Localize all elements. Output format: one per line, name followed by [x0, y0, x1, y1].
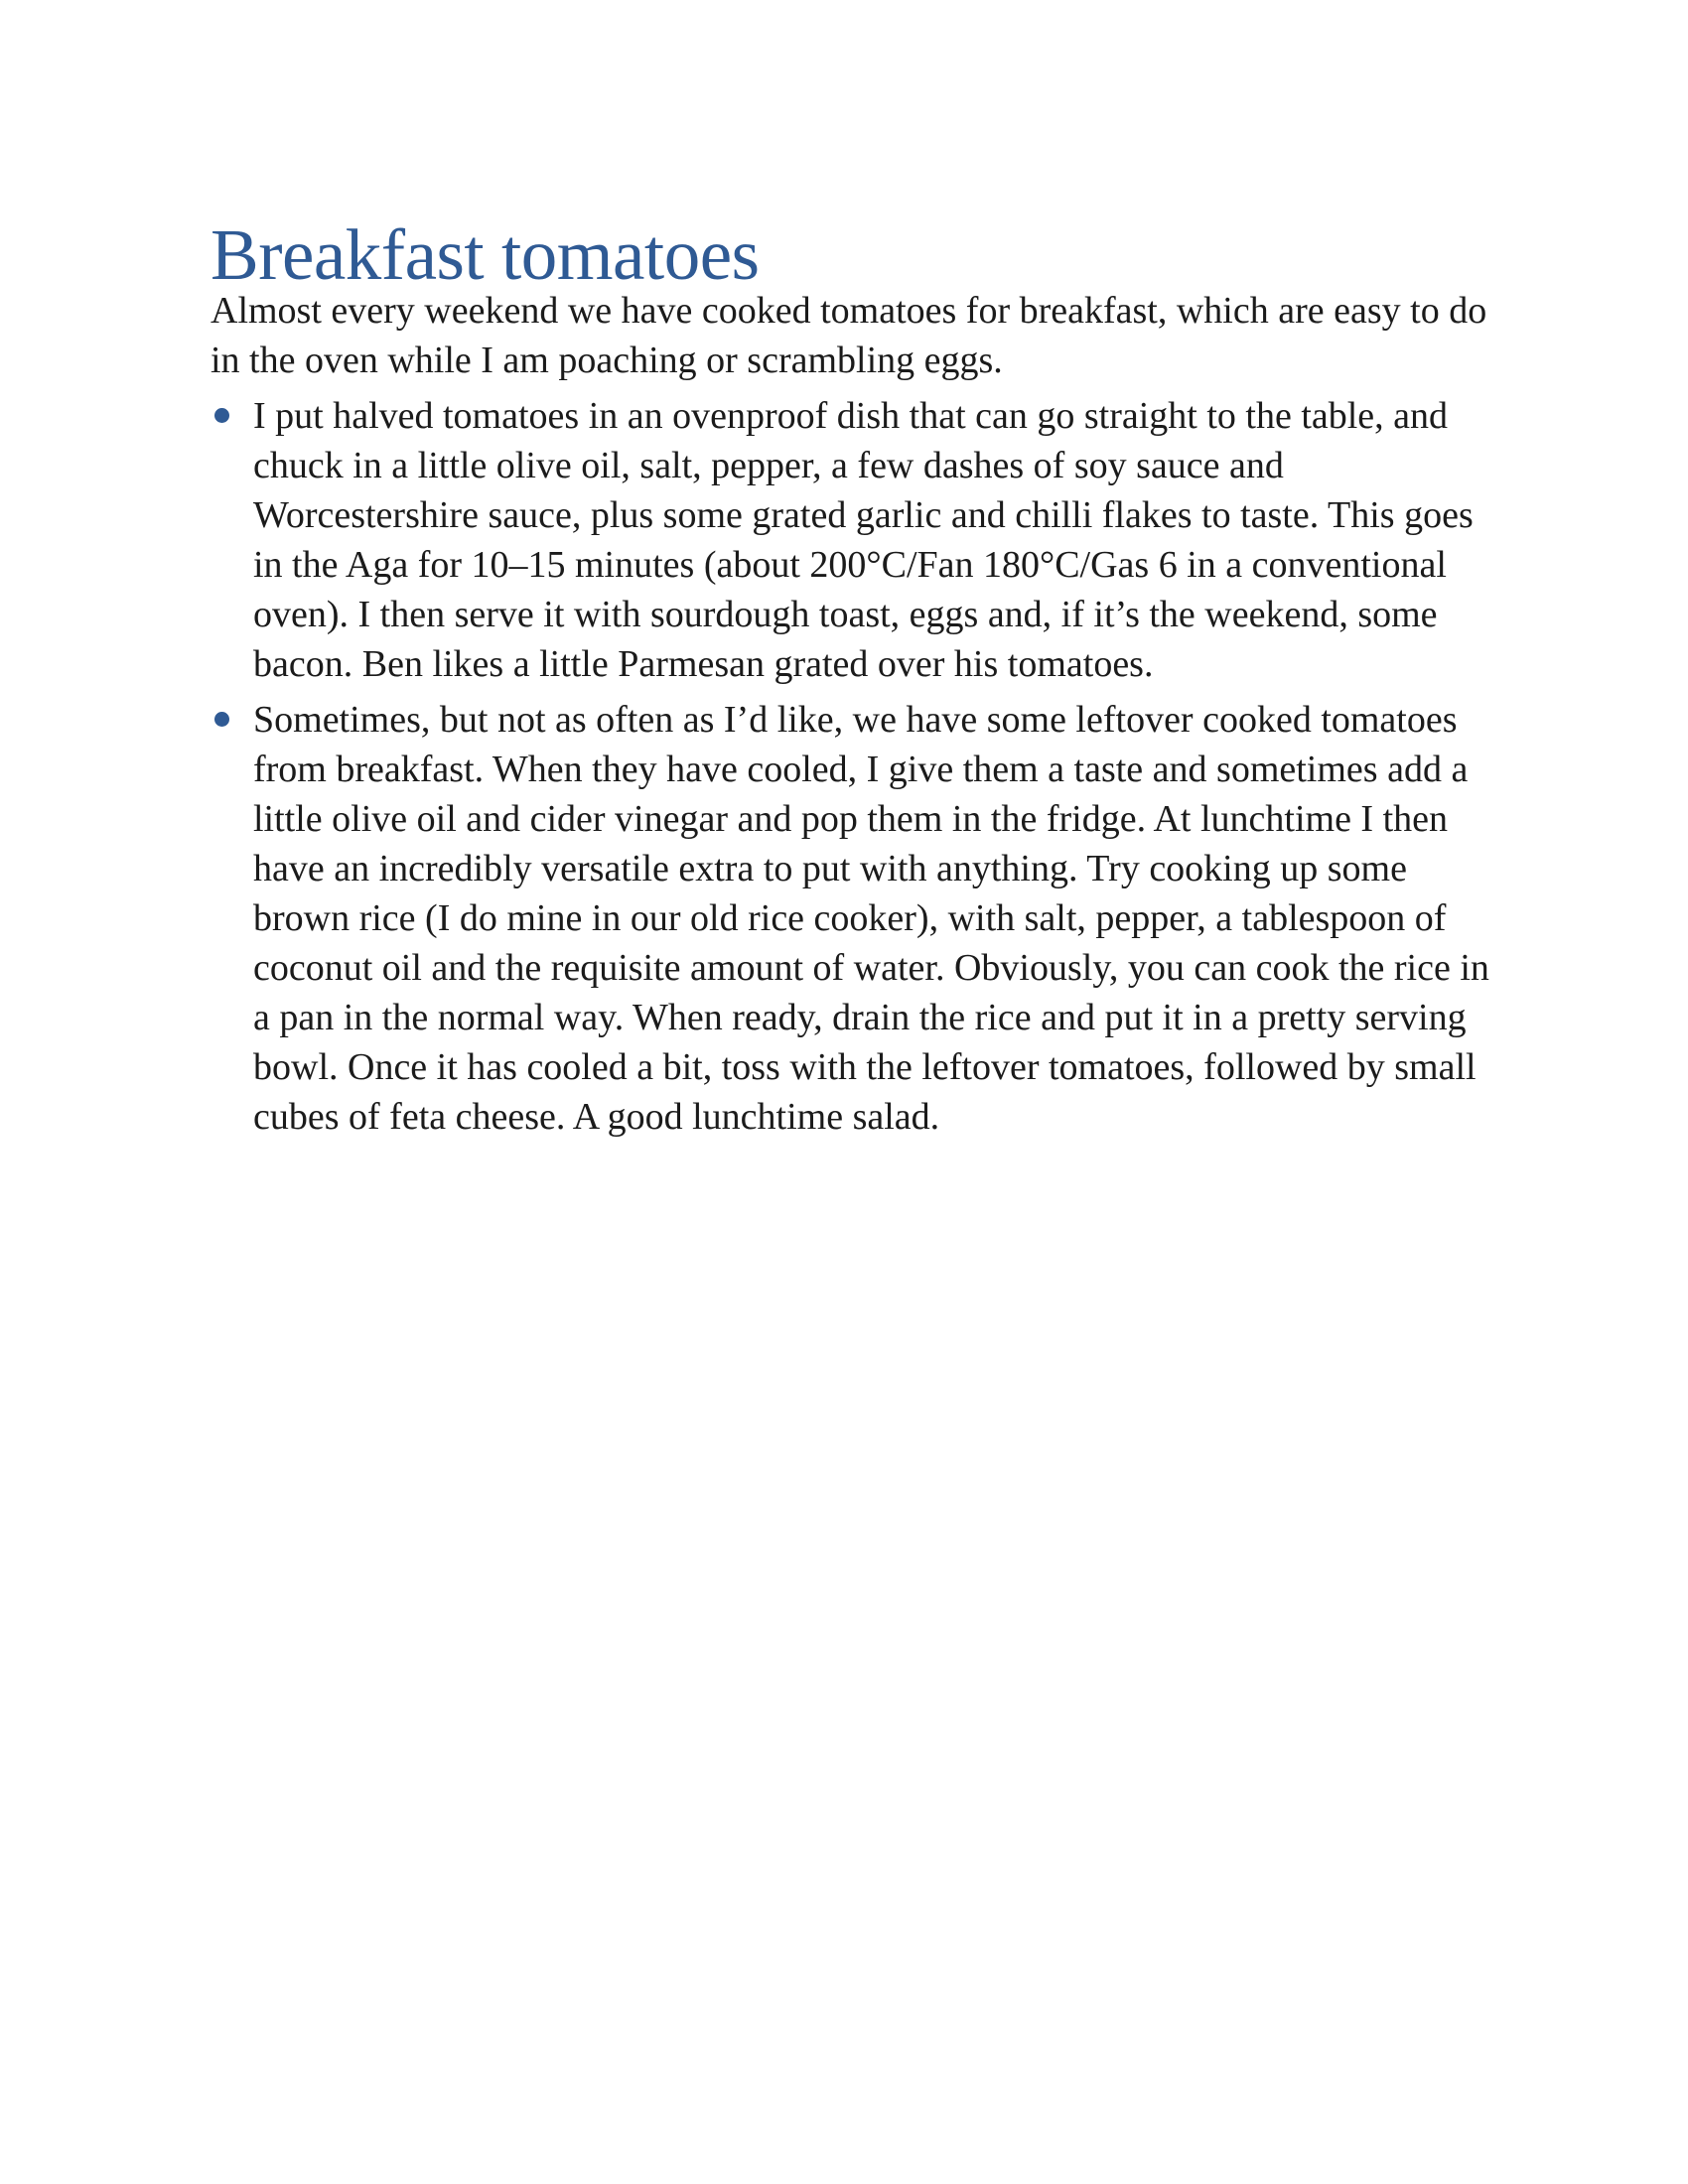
recipe-section — [211, 210, 1501, 1148]
list-item-text: I put halved tomatoes in an ovenproof dish that can go straight to the table, and chuck in a little olive oil, salt, pepper, a few dashes of soy sauce and Worcestershire sauce, plus some grated garlic and chilli flakes to taste. This goes in the Aga for 10–15 minutes (about 200°C/Fan 180°C/Gas 6 in a conventional oven). I then serve it with sourdough toast, eggs and, if it’s the weekend, some bacon. Ben likes a little Parmesan grated over his tomatoes. — [253, 395, 1474, 685]
intro-paragraph: Almost every weekend we have cooked tomatoes for breakfast, which are easy to do in the oven while I am poaching or scrambling eggs. — [211, 290, 1487, 381]
bullet-icon — [214, 408, 229, 423]
list-item — [211, 695, 1501, 1142]
bullet-icon — [214, 712, 229, 727]
recipe-title: Breakfast tomatoes — [211, 214, 760, 295]
list-item — [211, 391, 1501, 689]
bullet-list — [211, 391, 1501, 1142]
list-item-text: Sometimes, but not as often as I’d like, we have some leftover cooked tomatoes from breakfast. When they have cooled, I give them a taste and sometimes add a little olive oil and cider vinegar and pop them in the fridge. At lunchtime I then have an incredibly versatile extra to put with anything. Try cooking up some brown rice (I do mine in our old rice cooker), with salt, pepper, a tablespoon of coconut oil and the requisite amount of water. Obviously, you can cook the rice in a pan in the normal way. When ready, drain the rice and put it in a pretty serving bowl. Once it has cooled a bit, toss with the leftover tomatoes, followed by small cubes of feta cheese. A good lunchtime salad. — [253, 699, 1489, 1138]
